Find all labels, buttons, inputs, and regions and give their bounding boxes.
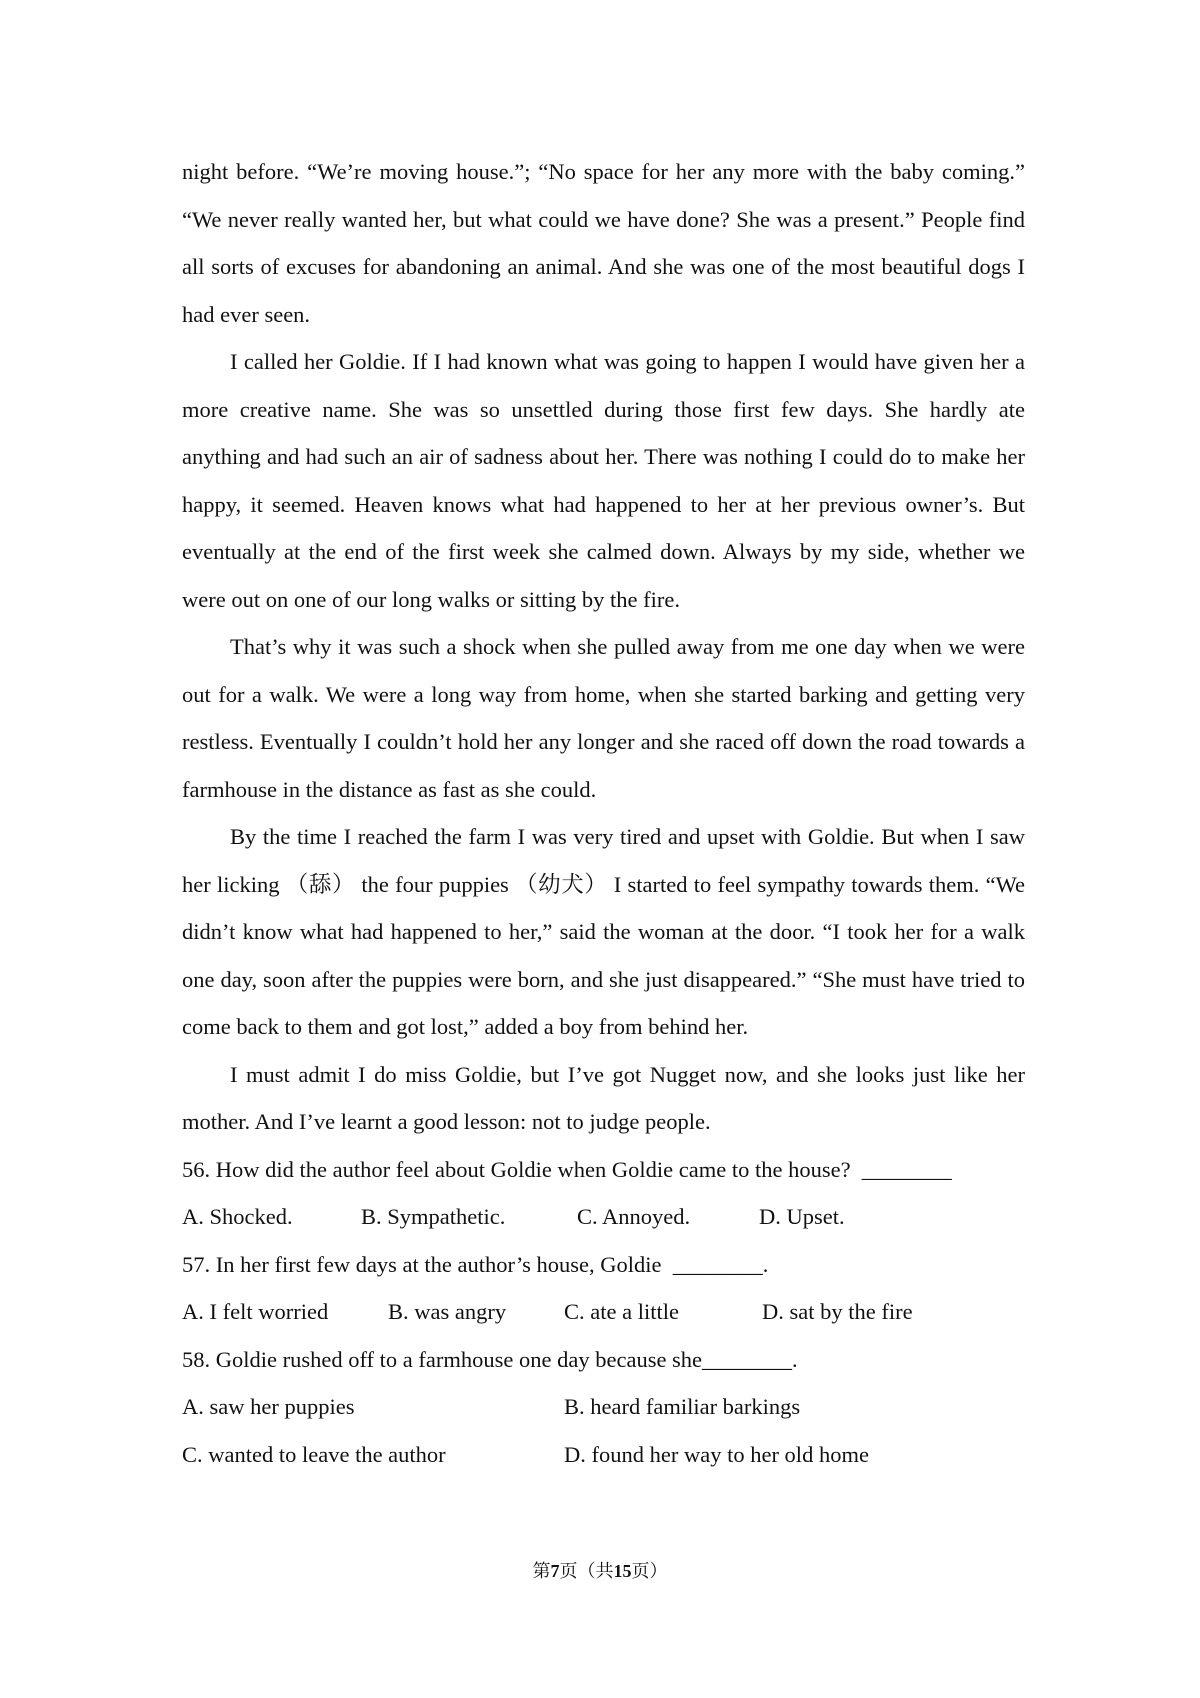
question-58-option-c: C. wanted to leave the author	[182, 1441, 446, 1467]
page-footer	[0, 1557, 1200, 1583]
question-57-option-d: D. sat by the fire	[762, 1299, 913, 1324]
passage-paragraph-5: I must admit I do miss Goldie, but I’ve got Nugget now, and she looks just like her mother. And I’ve learnt a good lesson: not to judge people.	[182, 1061, 1025, 1134]
question-58-options-row-2	[182, 1431, 1025, 1479]
question-58-option-a: A. saw her puppies	[182, 1394, 355, 1419]
question-57-option-a: A. I felt worried	[182, 1299, 329, 1324]
question-58-stem: 58. Goldie rushed off to a farmhouse one day because she________.	[182, 1346, 798, 1372]
question-57-options	[182, 1288, 1025, 1336]
question-58-option-d: D. found her way to her old home	[564, 1441, 869, 1467]
footer-total-pages: 15	[613, 1561, 632, 1581]
question-56-option-a: A. Shocked.	[182, 1204, 293, 1229]
footer-prefix: 第	[532, 1561, 551, 1582]
passage-paragraph-2: I called her Goldie. If I had known what was going to happen I would have given her a more creative name. She was so unsettled during those first few days. She hardly ate anything and had such an air of sadness about her. There was nothing I could do to make her happy, it seemed. Heaven knows what had happened to her at her previous owner’s. But eventually at the end of the first week she calmed down. Always by my side, whether we were out on one of our long walks or sitting by the fire.	[182, 349, 1025, 612]
question-57-stem: 57. In her first few days at the author’s house, Goldie ________.	[182, 1251, 769, 1277]
passage-paragraph-4: By the time I reached the farm I was very tired and upset with Goldie. But when I saw her licking （舔） the four puppies （幼犬） I started to feel sympathy towards them. “We didn’t know what had happened to her,” said the woman at the door. “I took her for a walk one day, soon after the puppies were born, and she just disappeared.” “She must have tried to come back to them and got lost,” added a boy from behind her.	[182, 824, 1025, 1039]
question-57-option-b: B. was angry	[388, 1299, 507, 1324]
question-56-stem: 56. How did the author feel about Goldie when Goldie came to the house? ________	[182, 1156, 952, 1182]
question-57-option-c: C. ate a little	[564, 1299, 679, 1324]
question-56-options	[182, 1193, 1025, 1241]
question-56-option-c: C. Annoyed.	[577, 1204, 691, 1229]
passage-paragraph-3: That’s why it was such a shock when she pulled away from me one day when we were out for a walk. We were a long way from home, when she started barking and getting very restless. Eventually I couldn’t hold her any longer and she raced off down the road towards a farmhouse in the distance as fast as she could.	[182, 634, 1025, 802]
question-58-option-b: B. heard familiar barkings	[564, 1394, 801, 1419]
question-58-options-row-1	[182, 1383, 1025, 1431]
question-56-option-d: D. Upset.	[759, 1204, 845, 1229]
exam-page	[182, 148, 1025, 1478]
passage-paragraph-1: night before. “We’re moving house.”; “No space for her any more with the baby coming.” “We never really wanted her, but what could we have done? She was a present.” People find all sorts of excuses for abandoning an animal. And she was one of the most beautiful dogs I had ever seen.	[182, 159, 1025, 327]
footer-page-number: 7	[550, 1561, 560, 1581]
footer-suffix: 页）	[631, 1561, 668, 1582]
footer-middle: 页（共	[559, 1561, 614, 1582]
question-56-option-b: B. Sympathetic.	[361, 1204, 506, 1229]
